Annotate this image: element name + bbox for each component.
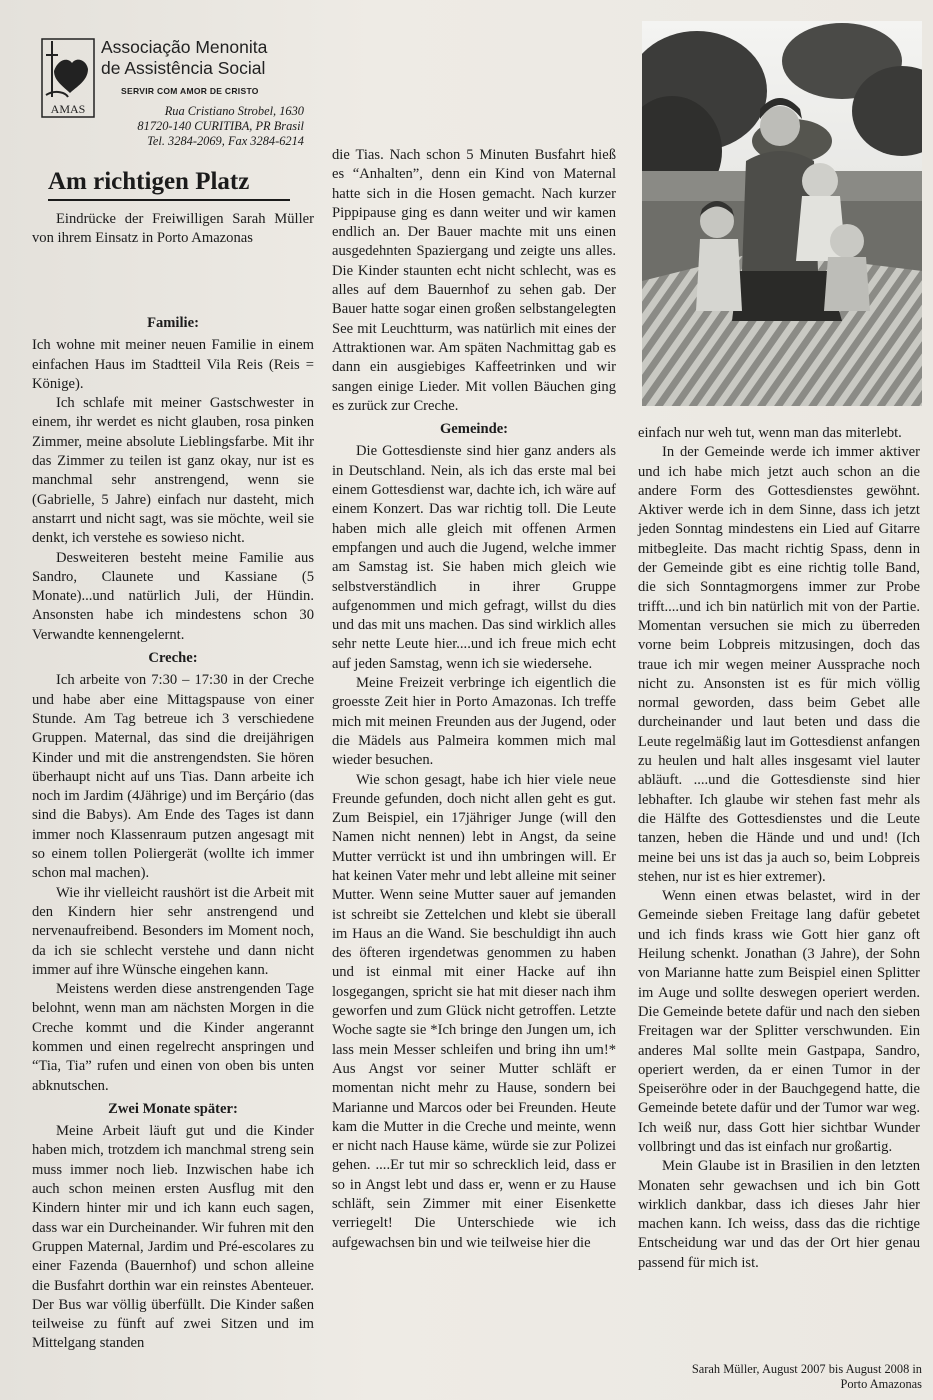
paragraph: Wie schon gesagt, habe ich hier viele neue Freunde gefunden, doch nicht allen geht es gut. Zum Beispiel, ein 17jähriger Junge (will den Namen nicht nennen) lebt in Angst, da seine Mutter verrückt ist und ihn umbringen will. Er hat keinen Vater mehr und lebt alleine mit seiner Mutter. Wenn seine Mutter sauer auf jemanden ist schreibt sie Zettelchen und klebt sie überall im Haus an die Wand. Sie beschuldigt ihn auch des öfteren irgendetwas genommen zu haben und ist einmal mit einer Hacke auf ihn losgegangen, spricht sie hat mit dieser nach ihm geworfen und zum Glück nicht getroffen. Letzte Woche sagte sie *Ich bringe den Jungen um, ich lass mein Messer schleifen und bring ihn um!* Aus Angst vor seiner Mutter schläft er momentan nicht mehr zu Hause, sondern bei Marianne und Marcos oder bei Freunden. Heute kam die Mutter in die Creche und meinte, wenn er nicht nach Hause käme, würde sie zur Polizei gehen. ....Er tut mir so schrecklich leid, dass er so in Angst lebt und dass er, wenn er zu Hause schläft, sein Zimmer mit einer Eisenkette verriegelt! Die Unterschiede wie ich aufgewachsen bin und wie teilweise hier die <box>332 771 616 1251</box>
column-3 <box>638 424 920 1273</box>
paragraph: Wenn einen etwas belastet, wird in der Gemeinde sieben Freitage lang dafür gebetet und ich finds krass wie Gott hier ganz oft Heilung schenkt. Jonathan (3 Jahre), der Sohn von Marianne hatte zum Beispiel einen Splitter im Auge und sollte deswegen operiert werden. Die Gemeinde betete dafür und nach den sieben Freitagen war der Splitter verschwunden. Ein anderes Mal sollte mein Gastpapa, Sandro, operiert werden, da er einen Tumor in der Speiseröhre oder in der Bauchgegend hatte, die Gemeinde betete dafür und der Tumor war weg. Ich weiß nur, dass Gott hier sichtbar Wunder vollbringt und das ist einfach nur großartig. <box>638 888 920 1155</box>
address-line-2: 81720-140 CURITIBA, PR Brasil <box>137 119 304 133</box>
paragraph: In der Gemeinde werde ich immer aktiver und ich habe mich jetzt auch schon an die andere Form des Gottesdienstes gewöhnt. Aktiver werde ich in dem Sinne, dass ich jetzt jeden Sonntag mindestens ein Lied auf Gitarre mitbegleite. Das macht richtig Spass, denn in der Gemeinde gibt es eine richtig tolle Band, die sich Sonntagmorgens immer zur Probe trifft....und ich bin natürlich mit von der Partie. Momentan versuchen sie mich zu überreden vorne beim Lobpreis mitzusingen, doch das traue ich mir wegen meiner Aussprache noch nicht zu. Ansonsten ist es für mich völlig normal geworden, dass beim Gebet alle durcheinander und laut beten und dass die Leute regelmäßig laut im Gottesdienst anfangen zu heulen und halt alles insgesamt viel lauter abläuft. ....und die Gottesdienste sind hier lebhafter. Ich glaube wir stehen fast mehr als die Hälfte des Gottesdienstes und die Leute tanzen, heben die Hände und und und! (Ich meine bei uns ist das ja auch so, beim Lobpreis stehen, nur ist es hier extremer). <box>638 444 920 885</box>
title-underline <box>48 199 290 201</box>
article-title: Am richtigen Platz <box>48 168 250 195</box>
amas-logo <box>40 37 96 119</box>
organization-name <box>101 37 267 79</box>
paragraph: Ich schlafe mit meiner Gastschwester in einem, ihr werdet es nicht glauben, rosa pinken Zimmer, meine absolute Lieblingsfarbe. Mit ihr das Zimmer zu teilen ist ganz okay, nur ist es manchmal sehr anstrengend, wenn sie (Gabrielle, 5 Jahre) einfach nur dasteht, mich anstarrt und nicht sagt, was sie möchte, weil sie denkt, ich verstehe es sowieso nicht. <box>32 395 314 547</box>
author-signature <box>640 1362 922 1392</box>
subheading-familie: Familie: <box>147 315 199 331</box>
signature-line-2: Porto Amazonas <box>840 1377 922 1391</box>
subheading-gemeinde: Gemeinde: <box>439 421 509 438</box>
paragraph: Meine Freizeit verbringe ich eigentlich die groesste Zeit hier in Porto Amazonas. Ich treffe mich mit meinen Freunden aus der Jugend, oder die Mädels aus Palmeira kommen mich mal wieder besuchen. <box>332 675 616 769</box>
subheading-creche: Creche: <box>148 650 198 667</box>
paragraph: Wie ihr vielleicht raushört ist die Arbeit mit den Kindern hier sehr anstrengend und nervenaufreibend. Besonders im Moment noch, da ich sie schlecht verstehe und dann nicht immer auf ihre Wünsche eingehen kann. <box>32 884 314 978</box>
address-line-3: Tel. 3284-2069, Fax 3284-6214 <box>147 134 304 148</box>
org-line-1: Associação Menonita <box>101 37 268 57</box>
column-1 <box>32 310 314 1354</box>
signature-line-1: Sarah Müller, August 2007 bis August 2008 in <box>691 1362 922 1376</box>
org-line-2: de Assistência Social <box>101 58 266 78</box>
address-line-1: Rua Cristiano Strobel, 1630 <box>164 104 304 118</box>
article-intro: Eindrücke der Freiwilligen Sarah Müller von ihrem Einsatz in Porto Amazonas <box>32 211 314 247</box>
column-2 <box>332 146 616 1253</box>
paragraph: einfach nur weh tut, wenn man das miterlebt. <box>638 425 902 441</box>
subheading-zwei-monate: Zwei Monate später: <box>108 1100 238 1117</box>
paragraph: Desweiteren besteht meine Familie aus Sandro, Claunete und Kassiane (5 Monate)...und natürlich Juli, der Hündin. Ansonsten habe ich mindestens schon 30 Verwandte kennengelernt. <box>32 549 314 643</box>
paragraph: Mein Glaube ist in Brasilien in den letzten Monaten sehr gewachsen und ich bin Gott wirklich dankbar, dass ich dieses Jahr hier machen kann. Ich weiss, dass das die richtige Entscheidung war und das der Ort hier genau passend für mich ist. <box>638 1158 920 1271</box>
paragraph: Ich arbeite von 7:30 – 17:30 in der Creche und habe aber eine Mittagspause von einer Stunde. Am Tag betreue ich 3 verschiedene Gruppen. Maternal, das sind die dreijährigen Kinder und mit die anstrengendsten. Sie hören überhaupt nicht auf uns Tias. Dann arbeite ich noch im Jardim (4Jährige) und im Berçário (das sind die Babys). Am Ende des Tages ist dann immer noch Klassenraum putzen angesagt mit so einem tollen Poliergerät (wollte ich immer schon mal machen). <box>32 672 314 882</box>
logo-text: AMAS <box>50 102 86 116</box>
paragraph: Die Gottesdienste sind hier ganz anders als in Deutschland. Nein, als ich das erste mal bei einem Gottesdienst war, dachte ich, ich wäre auf einem Konzert. Das war richtig toll. Die Leute haben mich alle gleich mit offenen Armen empfangen und auch die Jugend, welche immer am Samstag ist. Sie haben mich gleich wie selbstverständlich in ihrer Gruppe aufgenommen und mich gefragt, willst du dies und das mit uns machen. Das sind wirklich alles sehr nette Leute hier....und ich freue mich echt auf jeden Samstag, wenn ich sie wiedersehe. <box>332 443 616 672</box>
motto: SERVIR COM AMOR DE CRISTO <box>121 86 259 96</box>
paragraph: Ich wohne mit meiner neuen Familie in einem einfachen Haus im Stadtteil Vila Reis (Reis = Könige). <box>32 337 314 392</box>
paragraph: die Tias. Nach schon 5 Minuten Busfahrt hieß es “Anhalten”, denn ein Kind von Maternal hatte sich in die Hosen gemacht. Nach kurzer Pippipause ging es dann weiter und wir kamen endlich an. Der Bauer machte mit uns einen ausgedehnten Spaziergang und zeigte uns alles. Die Kinder staunten echt nicht schlecht, was es alles auf dem Bauernhof zu sehen gab. Der Bauer hatte sogar einen großen selbstangelegten See mit Leuchtturm, was natürlich mit eines der Attraktionen war. Am späten Nachmittag gab es dann ein ausgiebiges Kaffeetrinken und wir sangen einige Lieder. Mit vollen Bäuchen ging es zurück zur Creche. <box>332 147 616 414</box>
paragraph: Meine Arbeit läuft gut und die Kinder haben mich, trotzdem ich manchmal streng sein muss immer noch lieb. Inzwischen habe ich auch schon meinen ersten Ausflug mit den Kindern hinter mir und ich kann euch sagen, dass war ein Durcheinander. Wir fuhren mit den Gruppen Maternal, Jardim und Pré-escolares zu einer Fazenda (Bauernhof) und schon alleine die Busfahrt dorthin war ein reinstes Abenteuer. Der Bus war völlig überfüllt. Die Kinder saßen teilweise zu fünft auf zwei Sitzen und im Mittelgang standen <box>32 1123 314 1352</box>
family-photo <box>642 21 922 406</box>
paragraph: Meistens werden diese anstrengenden Tage belohnt, wenn man am nächsten Morgen in die Creche kommt und die Kinder angerannt kommen und einen regelrecht anspringen und “Tia, Tia” rufen und einen von oben bis unten abknutschen. <box>32 981 314 1094</box>
address-block <box>112 104 304 149</box>
